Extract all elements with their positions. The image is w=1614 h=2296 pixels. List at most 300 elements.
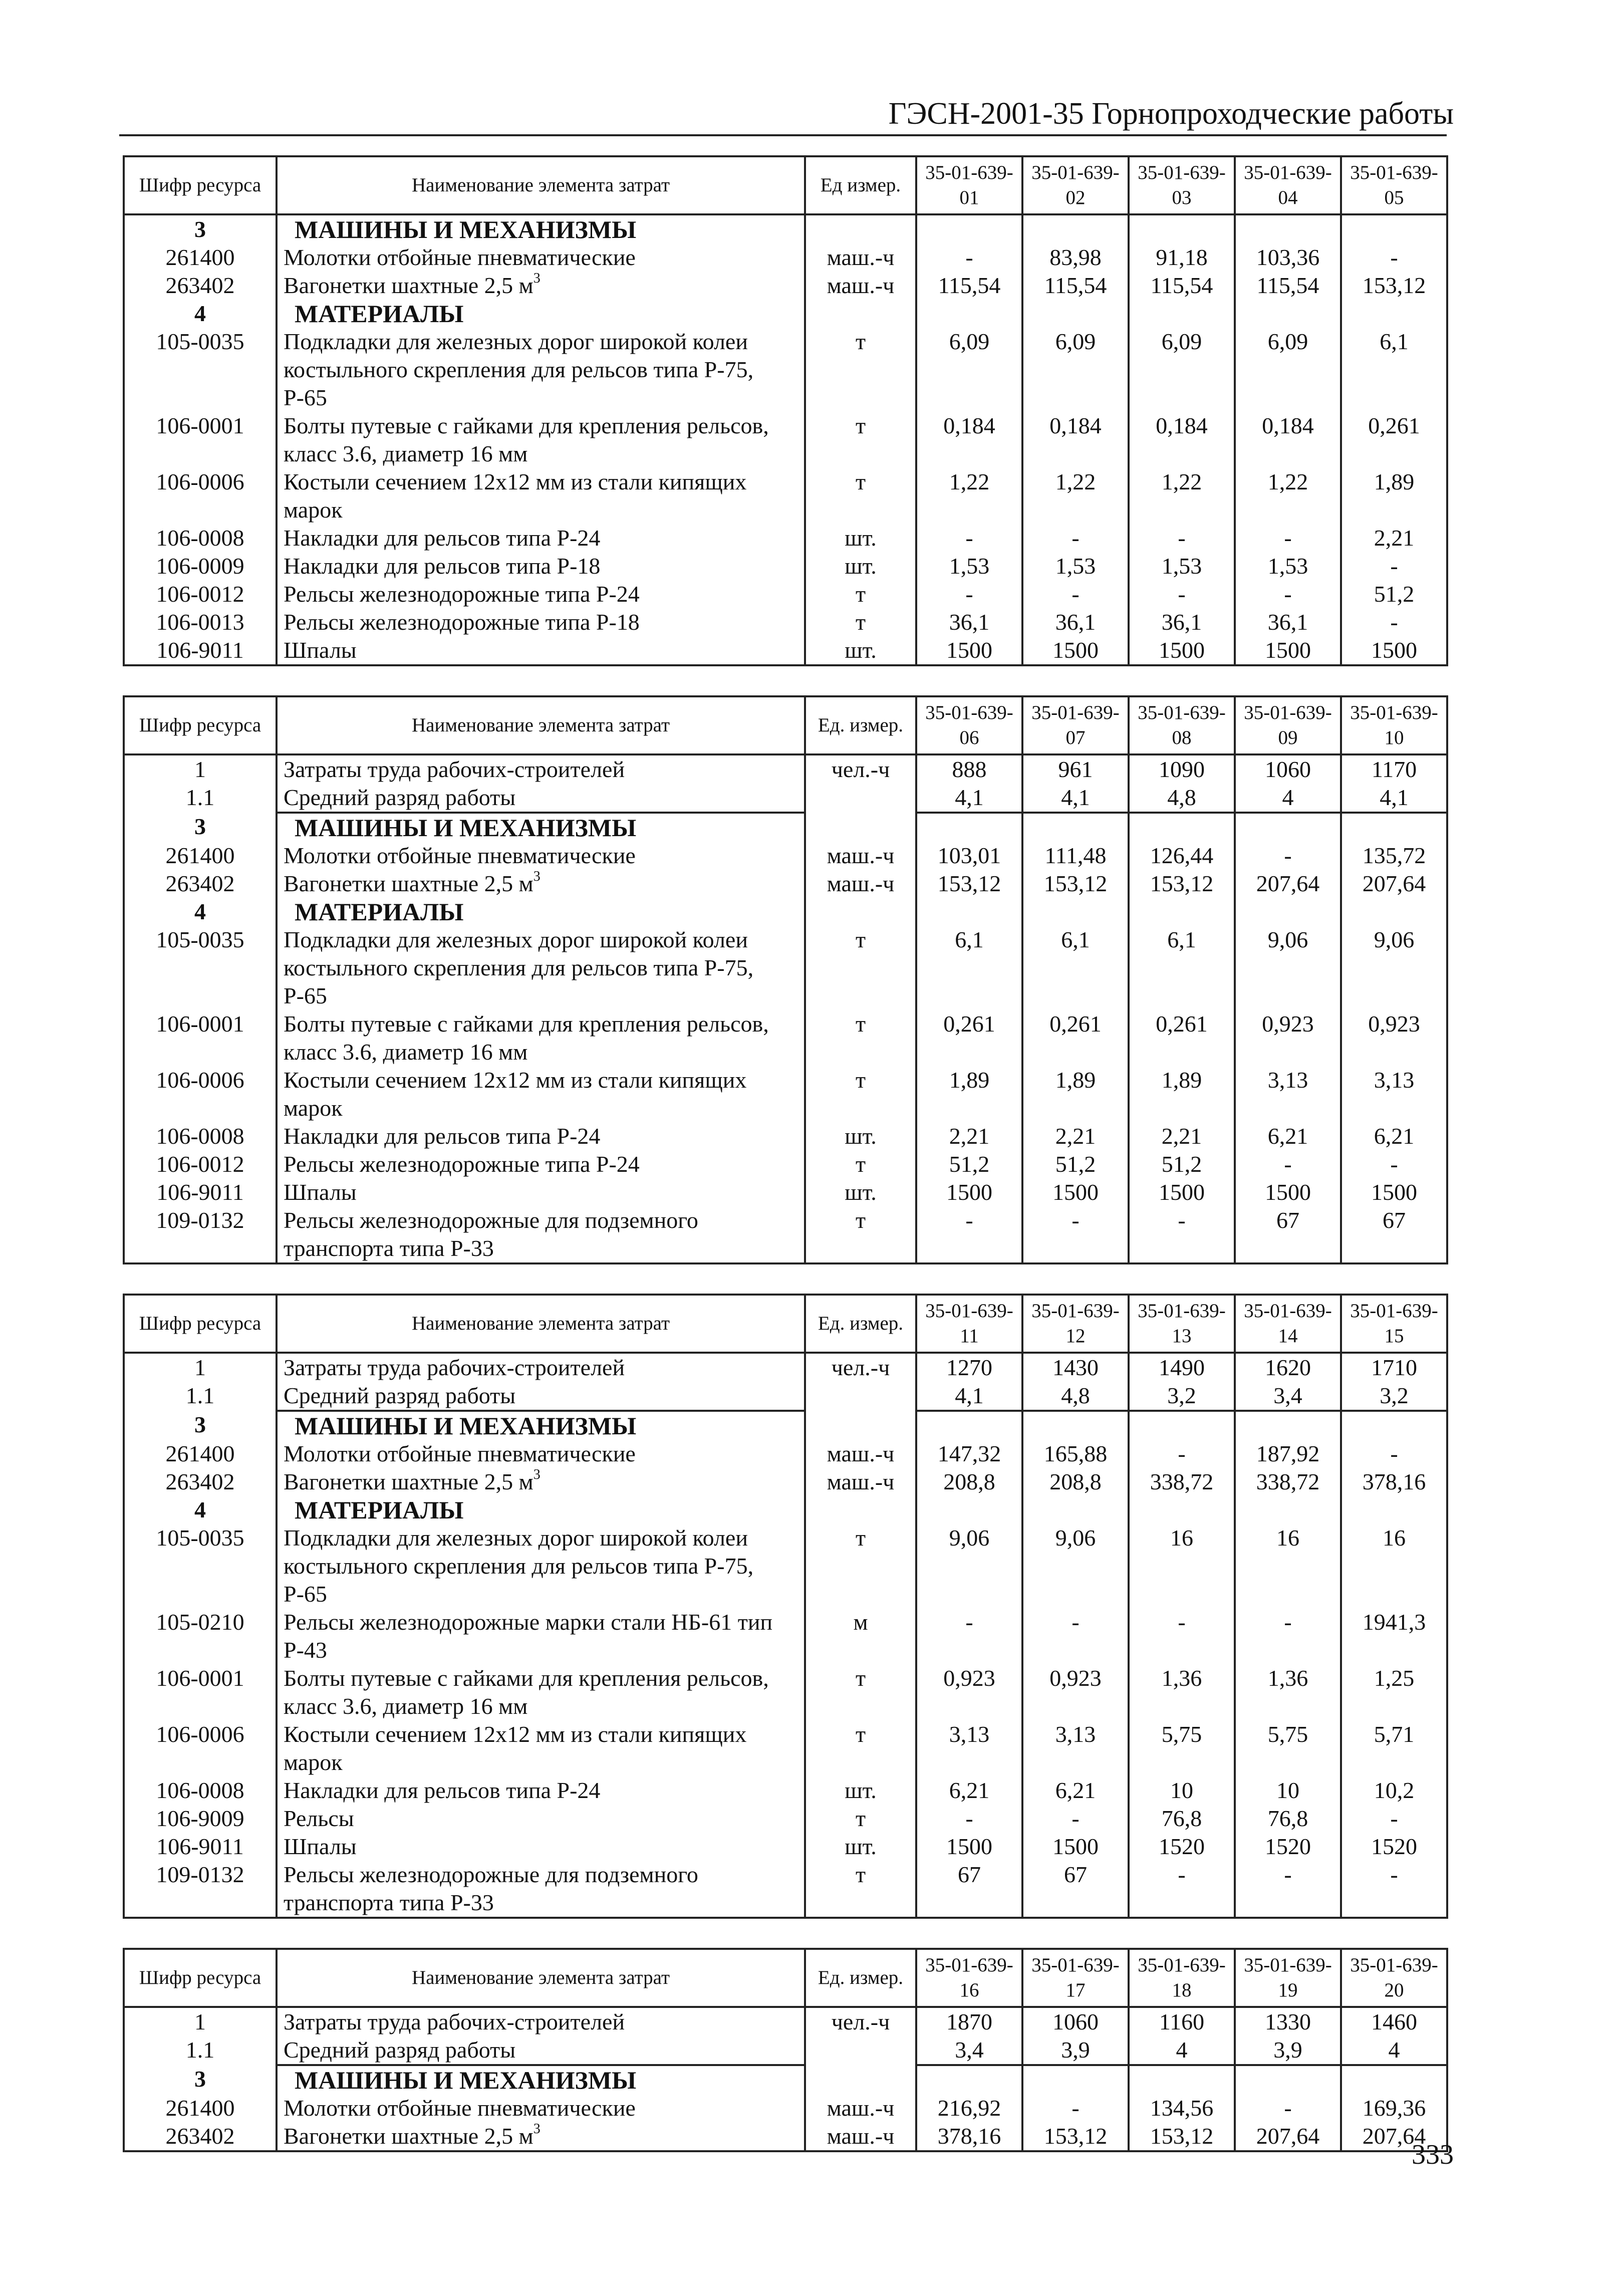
- unit-of-measure: шт.: [805, 1776, 916, 1805]
- norm-value: 2,21: [916, 1122, 1022, 1150]
- cost-element-name-text: Затраты труда рабочих-строителей: [284, 2009, 625, 2034]
- table-header-row: [124, 156, 1447, 214]
- unit-of-measure: [805, 1411, 916, 1440]
- header-rate-code: 35-01-639-04: [1235, 156, 1341, 214]
- norm-value: 1500: [1129, 1178, 1235, 1206]
- norm-value: 1460: [1341, 2007, 1447, 2036]
- norm-value: [1341, 214, 1447, 243]
- section-title: [277, 898, 805, 926]
- norm-value: -: [916, 1608, 1022, 1664]
- norm-value: -: [1235, 580, 1341, 608]
- norm-value: [916, 214, 1022, 243]
- cost-element-name-text: Затраты труда рабочих-строителей: [284, 1355, 625, 1380]
- resource-code: 1: [124, 1353, 277, 1382]
- unit-of-measure: шт.: [805, 636, 916, 665]
- cost-element-name-text: Накладки для рельсов типа Р-18: [284, 553, 601, 579]
- cost-element-name-text: Костыли сечением 12х12 мм из стали кипящих марок: [284, 1067, 747, 1121]
- table-row: [124, 552, 1447, 580]
- resource-code: 3: [124, 2065, 277, 2094]
- header-rate-code: 35-01-639-12: [1022, 1295, 1129, 1353]
- unit-of-measure: [805, 1382, 916, 1411]
- resource-code: 263402: [124, 2122, 277, 2151]
- norm-value: [1129, 898, 1235, 926]
- norm-value: 6,1: [1129, 926, 1235, 1010]
- header-name: Наименование элемента затрат: [277, 696, 805, 754]
- section-title: [277, 813, 805, 842]
- header-code: Шифр ресурса: [124, 1949, 277, 2007]
- estimate-table-2: [123, 695, 1448, 1264]
- cost-element-name-text: Вагонетки шахтные 2,5 м: [284, 2123, 533, 2149]
- norm-value: 1500: [1022, 636, 1129, 665]
- resource-code: 261400: [124, 243, 277, 272]
- cost-element-name-text: МАШИНЫ И МЕХАНИЗМЫ: [295, 215, 637, 243]
- norm-value: 0,923: [1022, 1664, 1129, 1720]
- norm-value: 1500: [1235, 636, 1341, 665]
- header-rate-code: 35-01-639-10: [1341, 696, 1447, 754]
- cost-element-name-text: Затраты труда рабочих-строителей: [284, 756, 625, 782]
- table-row: [124, 870, 1447, 898]
- cost-element-name-text: Костыли сечением 12х12 мм из стали кипящих марок: [284, 469, 747, 523]
- norm-value: [1341, 813, 1447, 842]
- norm-value: 6,1: [1022, 926, 1129, 1010]
- norm-value: 3,13: [916, 1720, 1022, 1776]
- norm-value: 2,21: [1341, 524, 1447, 552]
- header-unit: Ед. измер.: [805, 1295, 916, 1353]
- section-title: [277, 214, 805, 243]
- norm-value: 0,261: [1129, 1010, 1235, 1066]
- norm-value: 6,09: [1129, 328, 1235, 412]
- norm-value: 187,92: [1235, 1440, 1341, 1468]
- norm-value: [1235, 898, 1341, 926]
- table-row: [124, 784, 1447, 813]
- cost-element-name: [277, 1608, 805, 1664]
- unit-of-measure: т: [805, 1206, 916, 1263]
- norm-value: 1870: [916, 2007, 1022, 2036]
- norm-value: 1,89: [1341, 468, 1447, 524]
- header-rate-code: 35-01-639-05: [1341, 156, 1447, 214]
- unit-of-measure: [805, 1496, 916, 1524]
- norm-value: 1,53: [916, 552, 1022, 580]
- cost-element-name: [277, 2122, 805, 2151]
- resource-code: 1: [124, 754, 277, 784]
- norm-value: 153,12: [1129, 2122, 1235, 2151]
- unit-of-measure: маш.-ч: [805, 842, 916, 870]
- table-row: [124, 1353, 1447, 1382]
- norm-value: -: [1022, 524, 1129, 552]
- table-row: [124, 636, 1447, 665]
- norm-value: 6,1: [1341, 328, 1447, 412]
- table-row: [124, 524, 1447, 552]
- norm-value: 36,1: [1022, 608, 1129, 636]
- norm-value: 5,75: [1235, 1720, 1341, 1776]
- norm-value: 115,54: [1022, 272, 1129, 300]
- header-rate-code: 35-01-639-17: [1022, 1949, 1129, 2007]
- norm-value: -: [1022, 580, 1129, 608]
- norm-value: 1500: [1341, 636, 1447, 665]
- table-row: [124, 328, 1447, 412]
- norm-value: -: [916, 580, 1022, 608]
- cost-element-name-text: Рельсы железнодорожные для подземного транспорта типа Р-33: [284, 1862, 698, 1915]
- cost-element-name-text: Накладки для рельсов типа Р-24: [284, 525, 601, 551]
- unit-of-measure: т: [805, 1066, 916, 1122]
- resource-code: 106-9011: [124, 636, 277, 665]
- norm-value: -: [1022, 1608, 1129, 1664]
- norm-value: 4: [1235, 784, 1341, 813]
- norm-value: 0,923: [916, 1664, 1022, 1720]
- norm-value: [1022, 1496, 1129, 1524]
- norm-value: [1022, 300, 1129, 328]
- header-rate-code: 35-01-639-06: [916, 696, 1022, 754]
- norm-value: 1500: [1235, 1178, 1341, 1206]
- norm-value: [916, 1496, 1022, 1524]
- cost-element-name: [277, 412, 805, 468]
- norm-value: 1500: [916, 1178, 1022, 1206]
- norm-value: 1,25: [1341, 1664, 1447, 1720]
- unit-of-measure: т: [805, 1150, 916, 1178]
- norm-value: -: [1341, 1440, 1447, 1468]
- cost-element-name-text: Подкладки для железных дорог широкой колеи костыльного скрепления для рельсов типа Р-75, Р-65: [284, 927, 754, 1008]
- unit-of-measure: т: [805, 580, 916, 608]
- table-header-row: [124, 696, 1447, 754]
- table-row: [124, 1010, 1447, 1066]
- norm-value: 10: [1129, 1776, 1235, 1805]
- norm-value: 1941,3: [1341, 1608, 1447, 1664]
- resource-code: 1: [124, 2007, 277, 2036]
- norm-value: -: [1235, 1861, 1341, 1918]
- norm-value: 1430: [1022, 1353, 1129, 1382]
- norm-value: 1060: [1235, 754, 1341, 784]
- unit-of-measure: маш.-ч: [805, 1440, 916, 1468]
- resource-code: 1.1: [124, 784, 277, 813]
- norm-value: 0,184: [916, 412, 1022, 468]
- cost-element-name: [277, 754, 805, 784]
- cost-element-name: [277, 243, 805, 272]
- norm-value: [916, 1411, 1022, 1440]
- norm-value: 208,8: [916, 1468, 1022, 1496]
- norm-value: 4,1: [1022, 784, 1129, 813]
- resource-code: 261400: [124, 2094, 277, 2122]
- resource-code: 105-0035: [124, 1524, 277, 1608]
- table-row: [124, 412, 1447, 468]
- header-rate-code: 35-01-639-11: [916, 1295, 1022, 1353]
- norm-value: 3,2: [1341, 1382, 1447, 1411]
- cost-element-name: [277, 1833, 805, 1861]
- table-row: [124, 2094, 1447, 2122]
- estimate-table-4: [123, 1948, 1448, 2152]
- header-rate-code: 35-01-639-09: [1235, 696, 1341, 754]
- table-header-row: [124, 1949, 1447, 2007]
- unit-of-measure: чел.-ч: [805, 2007, 916, 2036]
- resource-code: 3: [124, 813, 277, 842]
- header-rule: [119, 134, 1447, 136]
- resource-code: 106-0013: [124, 608, 277, 636]
- cost-element-name: [277, 1382, 805, 1411]
- norm-value: -: [916, 1805, 1022, 1833]
- cost-element-name-text: Молотки отбойные пневматические: [284, 1441, 636, 1466]
- norm-value: 153,12: [1129, 870, 1235, 898]
- table-row: [124, 926, 1447, 1010]
- unit-of-measure: маш.-ч: [805, 272, 916, 300]
- cost-element-name-text: Шпалы: [284, 1834, 357, 1859]
- cost-element-name: [277, 1524, 805, 1608]
- norm-value: 216,92: [916, 2094, 1022, 2122]
- norm-value: 6,09: [1022, 328, 1129, 412]
- table-row: [124, 842, 1447, 870]
- resource-code: 106-0008: [124, 524, 277, 552]
- table-row: [124, 1608, 1447, 1664]
- section-row: [124, 214, 1447, 243]
- norm-value: 103,01: [916, 842, 1022, 870]
- unit-of-measure: маш.-ч: [805, 243, 916, 272]
- estimate-tables: [123, 155, 1446, 2181]
- table-row: [124, 2007, 1447, 2036]
- cost-element-name-text: Костыли сечением 12х12 мм из стали кипящих марок: [284, 1721, 747, 1775]
- cost-element-name: [277, 580, 805, 608]
- norm-value: 4,8: [1022, 1382, 1129, 1411]
- norm-value: -: [1129, 1206, 1235, 1263]
- cost-element-name: [277, 468, 805, 524]
- cost-element-name-text: Вагонетки шахтные 2,5 м: [284, 871, 533, 896]
- section-title: [277, 1496, 805, 1524]
- resource-code: 261400: [124, 842, 277, 870]
- cost-element-name: [277, 2007, 805, 2036]
- header-code: Шифр ресурса: [124, 1295, 277, 1353]
- unit-superscript: 3: [533, 2121, 541, 2137]
- cost-element-name: [277, 1150, 805, 1178]
- cost-element-name-text: Подкладки для железных дорог широкой колеи костыльного скрепления для рельсов типа Р-75, Р-65: [284, 329, 754, 410]
- norm-value: [1235, 813, 1341, 842]
- norm-value: -: [1129, 524, 1235, 552]
- unit-of-measure: [805, 898, 916, 926]
- cost-element-name-text: Молотки отбойные пневматические: [284, 843, 636, 868]
- cost-element-name-text: Накладки для рельсов типа Р-24: [284, 1123, 601, 1149]
- table-row: [124, 243, 1447, 272]
- cost-element-name: [277, 1805, 805, 1833]
- norm-value: 338,72: [1129, 1468, 1235, 1496]
- norm-value: 207,64: [1235, 2122, 1341, 2151]
- unit-of-measure: маш.-ч: [805, 2122, 916, 2151]
- unit-of-measure: т: [805, 468, 916, 524]
- header-rate-code: 35-01-639-03: [1129, 156, 1235, 214]
- table-row: [124, 272, 1447, 300]
- cost-element-name-text: Накладки для рельсов типа Р-24: [284, 1777, 601, 1803]
- cost-element-name: [277, 1010, 805, 1066]
- norm-value: 1,22: [1235, 468, 1341, 524]
- norm-value: -: [916, 524, 1022, 552]
- section-title: [277, 2065, 805, 2094]
- unit-of-measure: т: [805, 608, 916, 636]
- norm-value: [1129, 1496, 1235, 1524]
- resource-code: 1.1: [124, 1382, 277, 1411]
- resource-code: 106-9009: [124, 1805, 277, 1833]
- unit-of-measure: шт.: [805, 1178, 916, 1206]
- cost-element-name-text: МАШИНЫ И МЕХАНИЗМЫ: [295, 814, 637, 842]
- norm-value: 9,06: [1022, 1524, 1129, 1608]
- norm-value: 4: [1341, 2036, 1447, 2065]
- header-unit: Ед измер.: [805, 156, 916, 214]
- cost-element-name-text: Рельсы железнодорожные типа Р-18: [284, 609, 640, 635]
- cost-element-name: [277, 870, 805, 898]
- norm-value: [1235, 300, 1341, 328]
- norm-value: 9,06: [1235, 926, 1341, 1010]
- norm-value: -: [1235, 2094, 1341, 2122]
- norm-value: 207,64: [1341, 870, 1447, 898]
- norm-value: [1235, 1411, 1341, 1440]
- header-name: Наименование элемента затрат: [277, 156, 805, 214]
- norm-value: 3,4: [916, 2036, 1022, 2065]
- unit-of-measure: [805, 2065, 916, 2094]
- norm-value: 153,12: [1022, 870, 1129, 898]
- norm-value: 0,261: [1341, 412, 1447, 468]
- norm-value: [1129, 2065, 1235, 2094]
- unit-of-measure: [805, 214, 916, 243]
- norm-value: -: [1022, 1805, 1129, 1833]
- norm-value: [1341, 2065, 1447, 2094]
- table-row: [124, 1206, 1447, 1263]
- norm-value: 1490: [1129, 1353, 1235, 1382]
- norm-value: 67: [1235, 1206, 1341, 1263]
- norm-value: 3,4: [1235, 1382, 1341, 1411]
- table-row: [124, 1178, 1447, 1206]
- header-rate-code: 35-01-639-01: [916, 156, 1022, 214]
- table-row: [124, 1440, 1447, 1468]
- unit-of-measure: чел.-ч: [805, 754, 916, 784]
- table-row: [124, 468, 1447, 524]
- table-row: [124, 1664, 1447, 1720]
- norm-value: 1,89: [1022, 1066, 1129, 1122]
- resource-code: 106-9011: [124, 1178, 277, 1206]
- section-row: [124, 2065, 1447, 2094]
- table-row: [124, 2122, 1447, 2151]
- norm-value: 6,09: [1235, 328, 1341, 412]
- unit-superscript: 3: [533, 271, 541, 286]
- cost-element-name: [277, 1861, 805, 1918]
- norm-value: 378,16: [1341, 1468, 1447, 1496]
- norm-value: [1022, 813, 1129, 842]
- header-rate-code: 35-01-639-02: [1022, 156, 1129, 214]
- unit-of-measure: т: [805, 1861, 916, 1918]
- cost-element-name-text: Болты путевые с гайками для крепления рельсов, класс 3.6, диаметр 16 мм: [284, 1011, 769, 1065]
- cost-element-name: [277, 272, 805, 300]
- cost-element-name: [277, 328, 805, 412]
- norm-value: 16: [1129, 1524, 1235, 1608]
- norm-value: [1129, 1411, 1235, 1440]
- norm-value: 6,09: [916, 328, 1022, 412]
- resource-code: 105-0210: [124, 1608, 277, 1664]
- cost-element-name-text: МАТЕРИАЛЫ: [295, 898, 464, 926]
- norm-value: 4,8: [1129, 784, 1235, 813]
- resource-code: 106-9011: [124, 1833, 277, 1861]
- header-rate-code: 35-01-639-07: [1022, 696, 1129, 754]
- cost-element-name-text: Молотки отбойные пневматические: [284, 2095, 636, 2121]
- resource-code: 263402: [124, 870, 277, 898]
- norm-value: 208,8: [1022, 1468, 1129, 1496]
- norm-value: -: [1235, 524, 1341, 552]
- cost-element-name-text: Болты путевые с гайками для крепления рельсов, класс 3.6, диаметр 16 мм: [284, 1665, 769, 1719]
- cost-element-name-text: Рельсы железнодорожные типа Р-24: [284, 581, 640, 607]
- norm-value: [1129, 813, 1235, 842]
- table-row: [124, 1720, 1447, 1776]
- norm-value: 378,16: [916, 2122, 1022, 2151]
- resource-code: 106-0001: [124, 1010, 277, 1066]
- norm-value: -: [1341, 243, 1447, 272]
- cost-element-name-text: Средний разряд работы: [284, 785, 516, 810]
- cost-element-name-text: Средний разряд работы: [284, 1383, 516, 1408]
- norm-value: 1,53: [1235, 552, 1341, 580]
- resource-code: 3: [124, 1411, 277, 1440]
- norm-value: 4,1: [916, 784, 1022, 813]
- norm-value: 0,184: [1022, 412, 1129, 468]
- norm-value: 1170: [1341, 754, 1447, 784]
- cost-element-name-text: Шпалы: [284, 1179, 357, 1205]
- norm-value: 6,1: [916, 926, 1022, 1010]
- norm-value: 115,54: [1235, 272, 1341, 300]
- norm-value: 6,21: [916, 1776, 1022, 1805]
- header-rate-code: 35-01-639-20: [1341, 1949, 1447, 2007]
- page-number: 333: [1412, 2139, 1454, 2170]
- resource-code: 263402: [124, 1468, 277, 1496]
- norm-value: 1,89: [1129, 1066, 1235, 1122]
- norm-value: [1341, 898, 1447, 926]
- resource-code: 4: [124, 300, 277, 328]
- norm-value: 207,64: [1235, 870, 1341, 898]
- norm-value: 1620: [1235, 1353, 1341, 1382]
- norm-value: 10: [1235, 1776, 1341, 1805]
- norm-value: -: [1129, 1440, 1235, 1468]
- norm-value: -: [1235, 1150, 1341, 1178]
- resource-code: 263402: [124, 272, 277, 300]
- norm-value: 1,36: [1235, 1664, 1341, 1720]
- norm-value: -: [1235, 1608, 1341, 1664]
- unit-of-measure: шт.: [805, 1122, 916, 1150]
- norm-value: [1341, 1496, 1447, 1524]
- norm-value: -: [1022, 1206, 1129, 1263]
- resource-code: 261400: [124, 1440, 277, 1468]
- norm-value: 961: [1022, 754, 1129, 784]
- norm-value: 1160: [1129, 2007, 1235, 2036]
- section-row: [124, 813, 1447, 842]
- cost-element-name: [277, 524, 805, 552]
- norm-value: 1060: [1022, 2007, 1129, 2036]
- resource-code: 1.1: [124, 2036, 277, 2065]
- unit-of-measure: т: [805, 926, 916, 1010]
- norm-value: 4,1: [916, 1382, 1022, 1411]
- table-header-row: [124, 1295, 1447, 1353]
- header-rate-code: 35-01-639-13: [1129, 1295, 1235, 1353]
- norm-value: 6,21: [1341, 1122, 1447, 1150]
- norm-value: 888: [916, 754, 1022, 784]
- norm-value: -: [1341, 608, 1447, 636]
- table-row: [124, 1524, 1447, 1608]
- cost-element-name: [277, 1206, 805, 1263]
- table-row: [124, 1150, 1447, 1178]
- unit-of-measure: т: [805, 1524, 916, 1608]
- cost-element-name: [277, 1776, 805, 1805]
- norm-value: 6,21: [1235, 1122, 1341, 1150]
- resource-code: 105-0035: [124, 328, 277, 412]
- cost-element-name: [277, 552, 805, 580]
- norm-value: 1500: [1129, 636, 1235, 665]
- norm-value: -: [916, 1206, 1022, 1263]
- resource-code: 106-0009: [124, 552, 277, 580]
- resource-code: 106-0008: [124, 1776, 277, 1805]
- cost-element-name: [277, 1353, 805, 1382]
- norm-value: 76,8: [1129, 1805, 1235, 1833]
- unit-of-measure: т: [805, 328, 916, 412]
- resource-code: 105-0035: [124, 926, 277, 1010]
- norm-value: 169,36: [1341, 2094, 1447, 2122]
- cost-element-name: [277, 636, 805, 665]
